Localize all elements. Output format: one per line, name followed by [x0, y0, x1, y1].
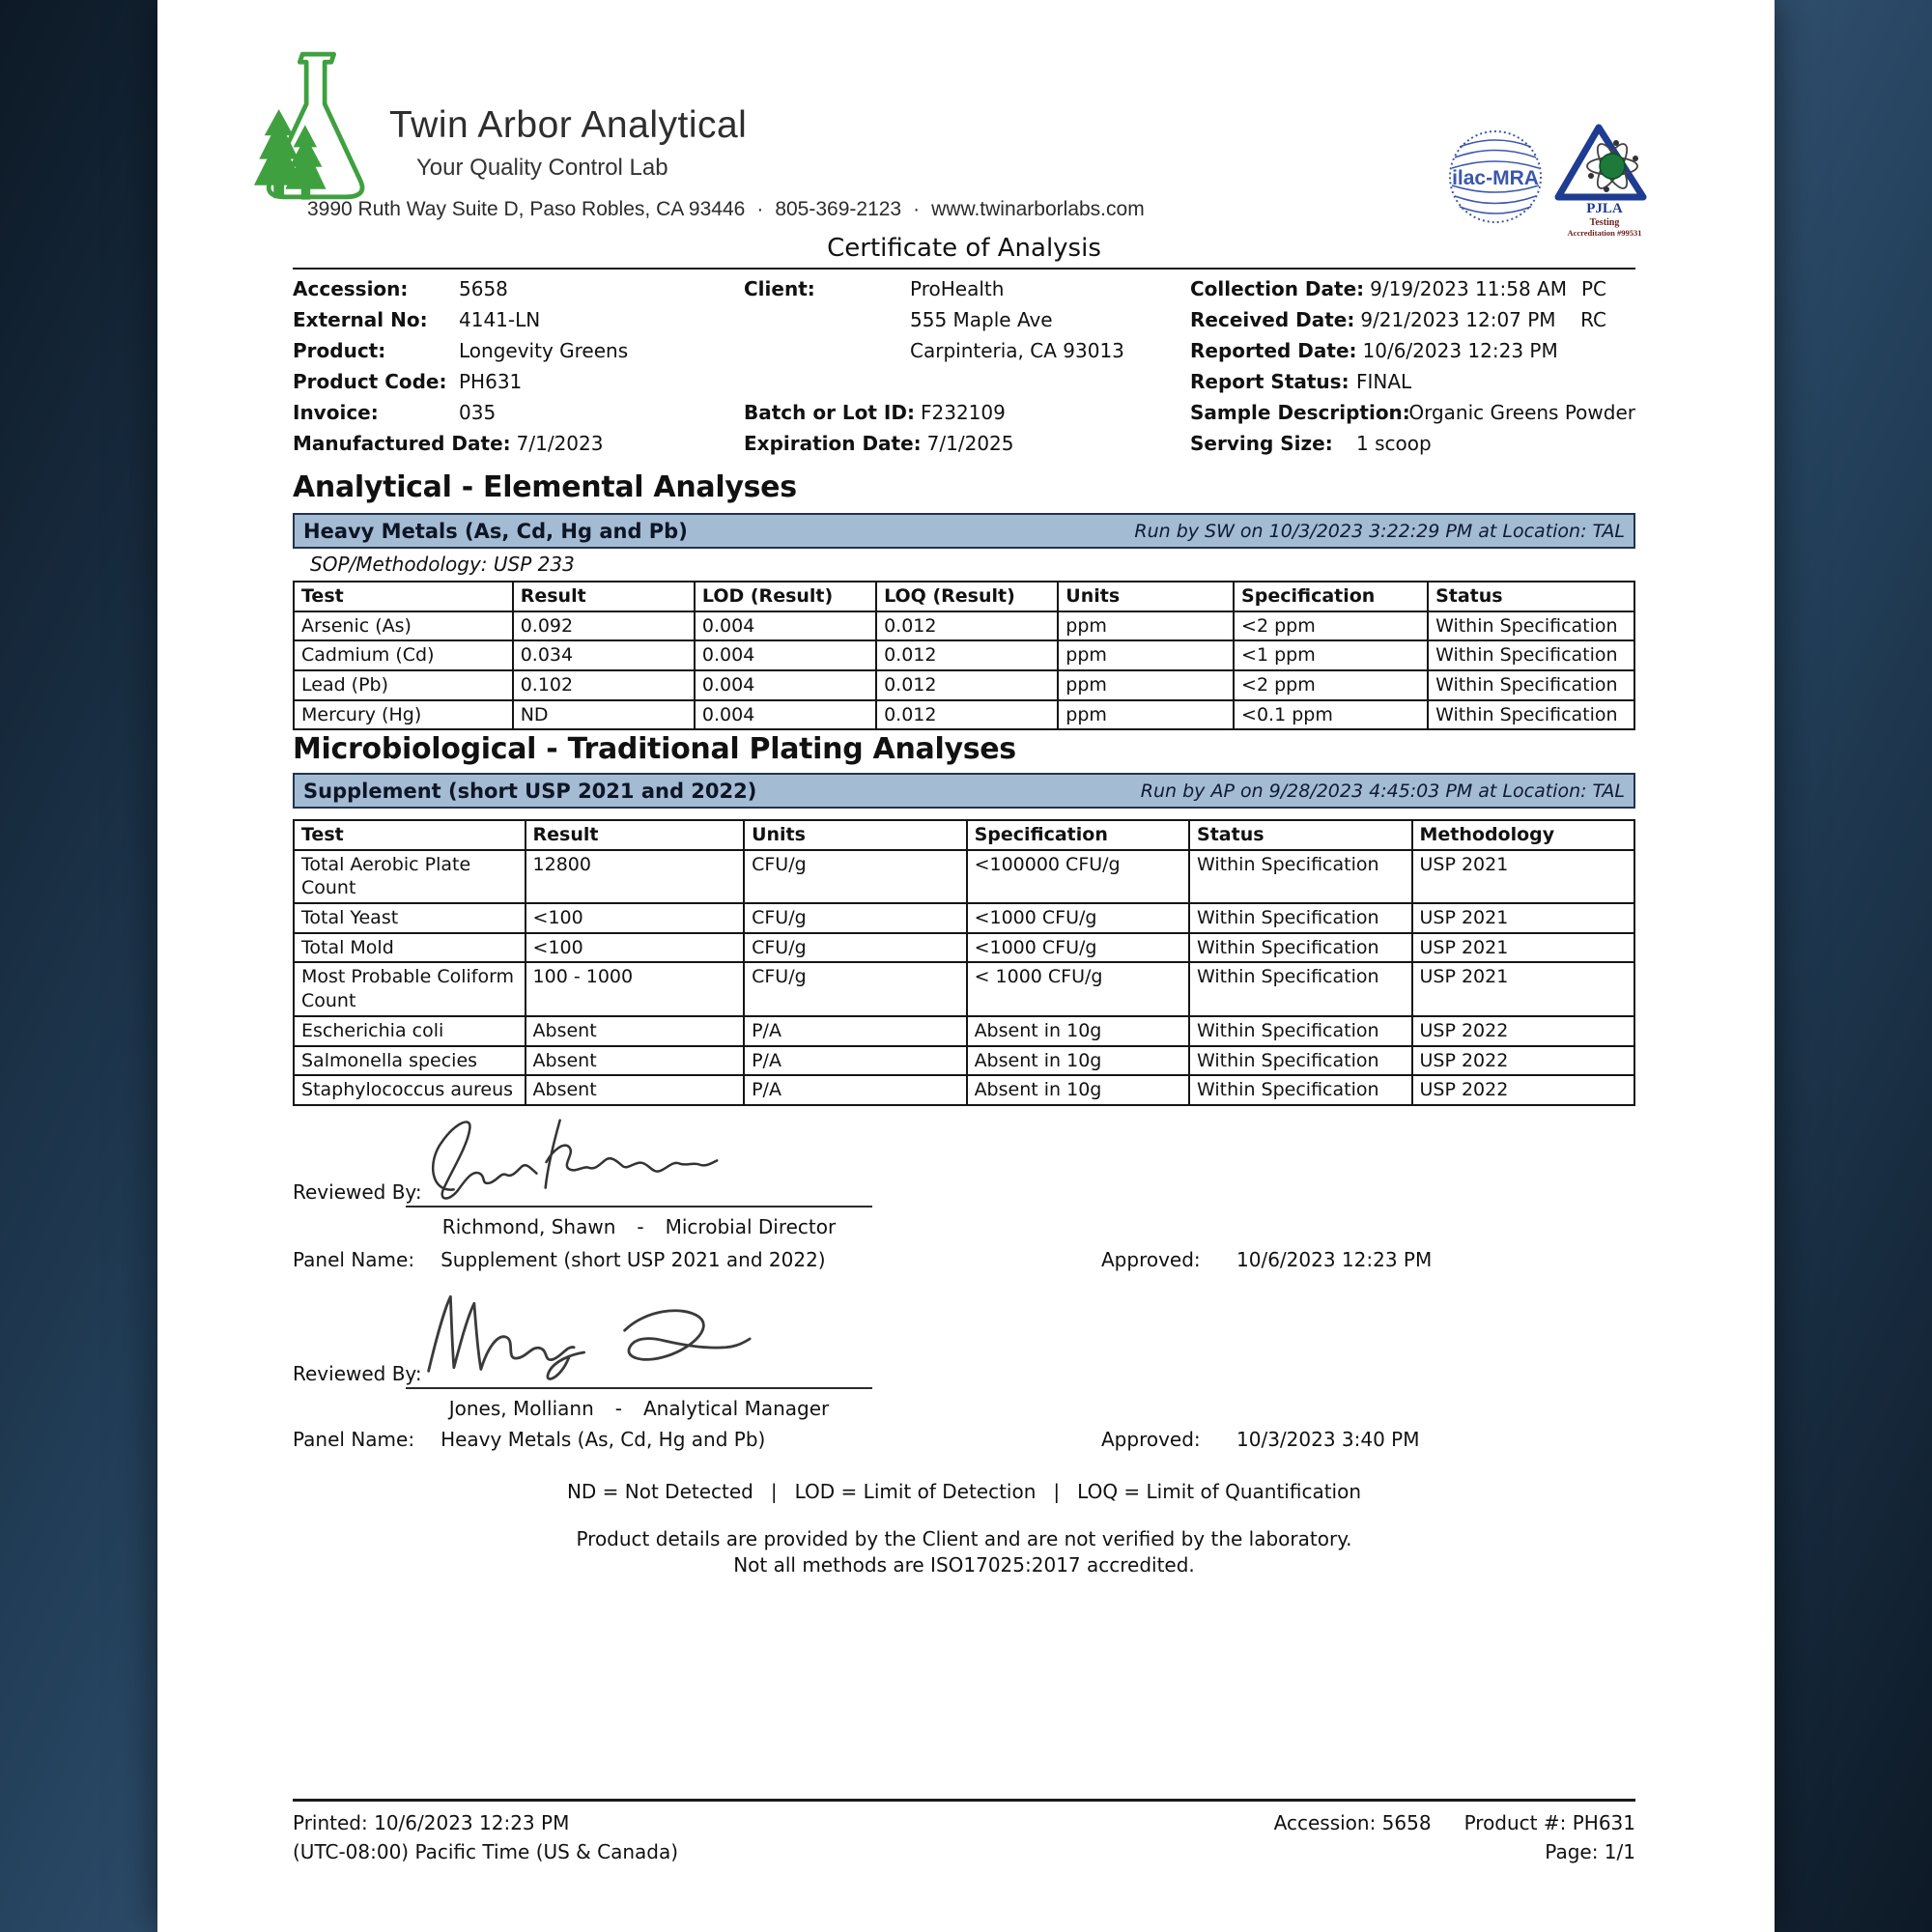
table-cell: Within Specification — [1428, 611, 1634, 641]
abbreviation-legend — [293, 1480, 1635, 1503]
company-website: www.twinarborlabs.com — [931, 198, 1145, 220]
info-value: PH631 — [459, 370, 523, 393]
info-label: Sample Description: — [1190, 401, 1410, 424]
legend-lod: LOD = Limit of Detection — [794, 1480, 1037, 1503]
info-label: Collection Date: — [1190, 277, 1365, 300]
info-row — [1190, 366, 1635, 397]
info-label: Accession: — [293, 277, 409, 300]
table-cell: Absent in 10g — [967, 1075, 1189, 1105]
section-heading-elemental: Analytical - Elemental Analyses — [293, 470, 797, 504]
info-flag: RC — [1580, 308, 1606, 331]
reviewer-line — [406, 1397, 872, 1420]
info-column-right — [1190, 273, 1635, 459]
info-value: 035 — [459, 401, 497, 424]
disclaimer-line-2: Not all methods are ISO17025:2017 accredited. — [733, 1553, 1195, 1577]
info-value: 4141-LN — [459, 308, 541, 331]
info-value: 1 scoop — [1356, 432, 1432, 455]
info-label: External No: — [293, 308, 428, 331]
table-cell: USP 2022 — [1412, 1016, 1635, 1046]
table-row — [294, 933, 1634, 963]
table-cell: USP 2021 — [1412, 962, 1635, 1015]
reviewed-by-label: Reviewed By: — [293, 1362, 422, 1385]
info-value: ProHealth — [910, 277, 1005, 300]
table-cell: CFU/g — [744, 933, 966, 963]
table-cell: Staphylococcus aureus — [294, 1075, 526, 1105]
table-cell: <1000 CFU/g — [967, 903, 1189, 933]
table-cell: 0.012 — [876, 670, 1058, 700]
separator-dot: · — [756, 198, 764, 220]
panel-band-title: Supplement (short USP 2021 and 2022) — [303, 779, 757, 803]
legend-nd: ND = Not Detected — [566, 1480, 753, 1503]
table-cell: Absent in 10g — [967, 1046, 1189, 1076]
table-cell: P/A — [744, 1046, 966, 1076]
table-cell: <2 ppm — [1234, 670, 1428, 700]
company-address: 3990 Ruth Way Suite D, Paso Robles, CA 93446 — [307, 198, 746, 220]
company-name: Twin Arbor Analytical — [389, 104, 748, 146]
table-cell: Arsenic (As) — [294, 611, 513, 641]
table-cell: USP 2021 — [1412, 903, 1635, 933]
table-cell: Total Yeast — [294, 903, 526, 933]
table-cell: <1 ppm — [1234, 640, 1428, 670]
info-value: 7/1/2023 — [516, 432, 604, 455]
info-value: Longevity Greens — [459, 339, 629, 362]
ilac-mra-icon — [1446, 126, 1545, 228]
table-cell: < 1000 CFU/g — [967, 962, 1189, 1015]
table-cell: Total Aerobic Plate Count — [294, 850, 526, 903]
info-label: Product Code: — [293, 370, 447, 393]
reviewer-title: Analytical Manager — [643, 1397, 830, 1420]
table-cell: 0.034 — [513, 640, 695, 670]
info-label: Client: — [744, 277, 815, 300]
pjla-label: PJLA — [1586, 201, 1623, 216]
table-cell: Within Specification — [1189, 1046, 1411, 1076]
table-cell: Within Specification — [1428, 700, 1634, 730]
table-row — [294, 962, 1634, 1015]
table-cell: Absent — [526, 1075, 745, 1105]
company-phone: 805-369-2123 — [775, 198, 902, 220]
table-cell: Within Specification — [1189, 1075, 1411, 1105]
info-value: Carpinteria, CA 93013 — [910, 339, 1124, 362]
panel-name-value: Supplement (short USP 2021 and 2022) — [440, 1248, 826, 1271]
panel-band-run-note: Run by AP on 9/28/2023 4:45:03 PM at Location: TAL — [1140, 780, 1625, 802]
info-row — [1190, 428, 1635, 459]
info-value: Organic Greens Powder — [1408, 401, 1635, 424]
info-column-left — [293, 273, 742, 459]
company-contact-line — [307, 198, 1145, 221]
table-cell: Salmonella species — [294, 1046, 526, 1076]
reviewer-dash: - — [614, 1397, 622, 1420]
panel-band-run-note: Run by SW on 10/3/2023 3:22:29 PM at Location: TAL — [1134, 520, 1625, 542]
table-cell: <100000 CFU/g — [967, 850, 1189, 903]
table-cell: Within Specification — [1428, 640, 1634, 670]
footer-timezone: (UTC-08:00) Pacific Time (US & Canada) — [293, 1840, 679, 1863]
info-value: 7/1/2025 — [926, 432, 1014, 455]
column-header: Status — [1428, 582, 1634, 611]
info-label: Invoice: — [293, 401, 379, 424]
footer-accession: Accession: 5658 — [1273, 1811, 1432, 1834]
table-cell: <0.1 ppm — [1234, 700, 1428, 730]
flask-icon — [240, 46, 394, 201]
table-cell: Within Specification — [1428, 670, 1634, 700]
table-header-row — [294, 582, 1634, 611]
approved-label: Approved: — [1101, 1248, 1201, 1271]
company-tagline: Your Quality Control Lab — [416, 155, 668, 181]
document-page — [157, 0, 1775, 1932]
info-value: 9/21/2023 12:07 PM — [1360, 308, 1556, 331]
signature-line — [406, 1362, 872, 1389]
table-row — [294, 611, 1634, 641]
table-cell: Absent — [526, 1016, 745, 1046]
table-cell: Absent in 10g — [967, 1016, 1189, 1046]
table-row — [294, 903, 1634, 933]
info-value: 555 Maple Ave — [910, 308, 1053, 331]
reviewer-title: Microbial Director — [665, 1215, 837, 1238]
info-row — [744, 335, 1188, 366]
info-row — [293, 304, 742, 335]
table-row — [294, 850, 1634, 903]
legend-pipe: | — [770, 1480, 778, 1503]
footer-right — [293, 1808, 1635, 1866]
column-header: Units — [744, 820, 966, 850]
section-heading-micro: Microbiological - Traditional Plating Analyses — [293, 732, 1016, 766]
approved-datetime: 10/3/2023 3:40 PM — [1236, 1428, 1420, 1451]
panel-band-supplement — [293, 773, 1635, 809]
column-header: Result — [526, 820, 745, 850]
table-cell: Most Probable Coliform Count — [294, 962, 526, 1015]
table-cell: Cadmium (Cd) — [294, 640, 513, 670]
reviewer-name: Richmond, Shawn — [441, 1215, 616, 1238]
table-cell: Mercury (Hg) — [294, 700, 513, 730]
table-cell: 0.102 — [513, 670, 695, 700]
info-row — [744, 366, 1188, 397]
panel-band-heavy-metals — [293, 513, 1635, 549]
signature-line — [406, 1180, 872, 1208]
approved-datetime: 10/6/2023 12:23 PM — [1236, 1248, 1433, 1271]
footer-ids — [293, 1808, 1635, 1837]
table-cell: CFU/g — [744, 903, 966, 933]
table-cell: <2 ppm — [1234, 611, 1428, 641]
table-cell: Within Specification — [1189, 850, 1411, 903]
table-cell: <1000 CFU/g — [967, 933, 1189, 963]
table-header-row — [294, 820, 1634, 850]
column-header: Methodology — [1412, 820, 1635, 850]
table-row — [294, 640, 1634, 670]
info-value: FINAL — [1356, 370, 1412, 393]
microbiological-table — [293, 819, 1635, 1106]
info-row — [293, 335, 742, 366]
panel-name-label: Panel Name: — [293, 1248, 415, 1271]
table-row — [294, 700, 1634, 730]
table-cell: USP 2022 — [1412, 1075, 1635, 1105]
info-value: 5658 — [459, 277, 508, 300]
info-row — [1190, 304, 1635, 335]
table-cell: ppm — [1058, 670, 1234, 700]
panel-band-title: Heavy Metals (As, Cd, Hg and Pb) — [303, 519, 688, 543]
table-cell: USP 2021 — [1412, 933, 1635, 963]
table-row — [294, 1016, 1634, 1046]
table-cell: Within Specification — [1189, 1016, 1411, 1046]
table-cell: 12800 — [526, 850, 745, 903]
column-header: Status — [1189, 820, 1411, 850]
info-label: Reported Date: — [1190, 339, 1357, 362]
heavy-metals-table — [293, 581, 1635, 730]
info-row — [1190, 397, 1635, 428]
pjla-accreditation-number: Accreditation #99531 — [1567, 228, 1642, 238]
info-label: Product: — [293, 339, 386, 362]
info-value: F232109 — [920, 401, 1006, 424]
table-cell: 0.004 — [695, 640, 876, 670]
reviewed-by-label: Reviewed By: — [293, 1180, 422, 1204]
table-cell: USP 2021 — [1412, 850, 1635, 903]
table-cell: P/A — [744, 1016, 966, 1046]
table-cell: 0.004 — [695, 700, 876, 730]
table-cell: Escherichia coli — [294, 1016, 526, 1046]
pjla-icon — [1548, 122, 1655, 240]
table-cell: ND — [513, 700, 695, 730]
info-row — [1190, 335, 1635, 366]
reviewer-dash: - — [637, 1215, 644, 1238]
column-header: Specification — [967, 820, 1189, 850]
ilac-mra-badge — [1446, 126, 1545, 232]
table-cell: ppm — [1058, 700, 1234, 730]
footer-rule — [293, 1799, 1635, 1802]
company-logo — [240, 46, 394, 201]
document-title: Certificate of Analysis — [827, 234, 1101, 263]
pjla-badge — [1548, 122, 1655, 243]
table-cell: Lead (Pb) — [294, 670, 513, 700]
info-label: Manufactured Date: — [293, 432, 511, 455]
table-cell: 0.012 — [876, 611, 1058, 641]
footer-page-number: Page: 1/1 — [1545, 1840, 1635, 1863]
table-cell: 0.004 — [695, 670, 876, 700]
table-cell: 100 - 1000 — [526, 962, 745, 1015]
ilac-mra-label: ilac-MRA — [1452, 167, 1539, 189]
column-header: Test — [294, 820, 526, 850]
table-cell: Within Specification — [1189, 962, 1411, 1015]
info-row — [744, 428, 1188, 459]
reviewer-line — [406, 1215, 872, 1238]
table-cell: CFU/g — [744, 850, 966, 903]
table-cell: P/A — [744, 1075, 966, 1105]
approved-label: Approved: — [1101, 1428, 1201, 1451]
info-label: Expiration Date: — [744, 432, 922, 455]
table-cell: 0.012 — [876, 640, 1058, 670]
info-label: Serving Size: — [1190, 432, 1333, 455]
table-cell: Absent — [526, 1046, 745, 1076]
info-label: Report Status: — [1190, 370, 1350, 393]
column-header: Result — [513, 582, 695, 611]
pjla-sub-label: Testing — [1589, 217, 1620, 228]
info-row — [744, 273, 1188, 304]
column-header: Test — [294, 582, 513, 611]
table-row — [294, 1075, 1634, 1105]
info-flag: PC — [1580, 277, 1606, 300]
column-header: Units — [1058, 582, 1234, 611]
info-label: Received Date: — [1190, 308, 1355, 331]
info-row — [1190, 273, 1635, 304]
table-cell: Within Specification — [1189, 933, 1411, 963]
info-row — [293, 273, 742, 304]
pine-trees-icon — [254, 109, 327, 200]
info-row — [293, 366, 742, 397]
legend-loq: LOQ = Limit of Quantification — [1077, 1480, 1362, 1503]
column-header: LOD (Result) — [695, 582, 876, 611]
separator-dot: · — [913, 198, 921, 220]
info-row — [744, 304, 1188, 335]
legend-pipe: | — [1053, 1480, 1061, 1503]
table-row — [294, 670, 1634, 700]
reviewer-name: Jones, Molliann — [448, 1397, 594, 1420]
column-header: Specification — [1234, 582, 1428, 611]
info-row — [744, 397, 1188, 428]
info-value: 10/6/2023 12:23 PM — [1362, 339, 1558, 362]
table-cell: Within Specification — [1189, 903, 1411, 933]
table-cell: USP 2022 — [1412, 1046, 1635, 1076]
table-row — [294, 1046, 1634, 1076]
info-row — [293, 397, 742, 428]
table-cell: 0.012 — [876, 700, 1058, 730]
disclaimer-line-1: Product details are provided by the Client and are not verified by the laboratory. — [576, 1527, 1352, 1550]
sop-methodology: SOP/Methodology: USP 233 — [310, 553, 575, 576]
footer-product: Product #: PH631 — [1463, 1811, 1635, 1834]
info-top-rule — [293, 268, 1635, 270]
footer-printed: Printed: 10/6/2023 12:23 PM — [293, 1811, 570, 1834]
column-header: LOQ (Result) — [876, 582, 1058, 611]
table-cell: CFU/g — [744, 962, 966, 1015]
panel-name-label: Panel Name: — [293, 1428, 415, 1451]
table-cell: ppm — [1058, 640, 1234, 670]
table-cell: ppm — [1058, 611, 1234, 641]
info-column-middle — [744, 273, 1188, 459]
info-value: 9/19/2023 11:58 AM — [1370, 277, 1567, 300]
table-cell: 0.004 — [695, 611, 876, 641]
table-cell: <100 — [526, 903, 745, 933]
info-label: Batch or Lot ID: — [744, 401, 915, 424]
table-cell: Total Mold — [294, 933, 526, 963]
panel-row — [293, 1248, 1635, 1271]
panel-row — [293, 1428, 1635, 1451]
table-cell: <100 — [526, 933, 745, 963]
table-cell: 0.092 — [513, 611, 695, 641]
panel-name-value: Heavy Metals (As, Cd, Hg and Pb) — [440, 1428, 766, 1451]
info-row — [293, 428, 742, 459]
